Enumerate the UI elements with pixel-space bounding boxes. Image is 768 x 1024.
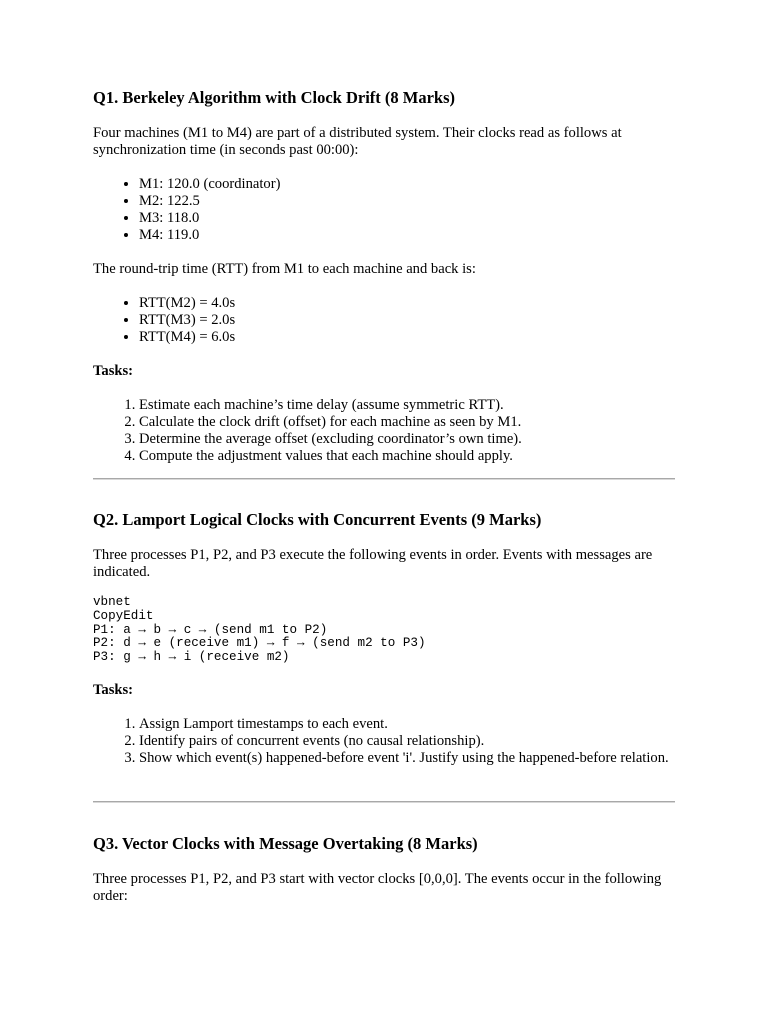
code-line: P1: a → b → c → (send m1 to P2) <box>93 622 328 637</box>
q2-code-block <box>93 596 675 665</box>
q1-rtt-intro: The round-trip time (RTT) from M1 to each machine and back is: <box>93 261 476 277</box>
q1-heading: Q1. Berkeley Algorithm with Clock Drift (8 Marks) <box>93 88 456 107</box>
q2-task-list <box>93 716 675 767</box>
list-item: 3. Show which event(s) happened-before event 'i'. Justify using the happened-before relation. <box>139 750 675 767</box>
list-item: • RTT(M3) = 2.0s <box>139 312 675 329</box>
list-item: • RTT(M4) = 6.0s <box>139 329 675 346</box>
code-line: P2: d → e (receive m1) → f → (send m2 to P3) <box>93 636 426 651</box>
list-item: 3. Determine the average offset (excluding coordinator’s own time). <box>139 431 675 448</box>
q2-intro: Three processes P1, P2, and P3 execute the following events in order. Events with messages are indicated. <box>93 547 653 580</box>
section-divider <box>93 478 675 480</box>
q2-section <box>93 510 675 767</box>
q1-clock-list <box>93 176 675 244</box>
section-divider <box>93 801 675 803</box>
q3-heading: Q3. Vector Clocks with Message Overtaking (8 Marks) <box>93 834 478 853</box>
code-line: P3: g → h → i (receive m2) <box>93 650 290 665</box>
q1-task-list <box>93 397 675 465</box>
q3-intro: Three processes P1, P2, and P3 start with vector clocks [0,0,0]. The events occur in the following order: <box>93 871 662 904</box>
list-item: 4. Compute the adjustment values that each machine should apply. <box>139 448 675 465</box>
list-item: • M1: 120.0 (coordinator) <box>139 176 675 193</box>
list-item: • RTT(M2) = 4.0s <box>139 295 675 312</box>
q1-rtt-list <box>93 295 675 346</box>
list-item: • M2: 122.5 <box>139 193 675 210</box>
list-item: 2. Identify pairs of concurrent events (no causal relationship). <box>139 733 675 750</box>
q2-tasks-label: Tasks: <box>93 681 134 698</box>
q1-section <box>93 88 675 465</box>
q1-intro: Four machines (M1 to M4) are part of a distributed system. Their clocks read as follows at synchronization time (in seconds past 00:00): <box>93 125 622 158</box>
list-item: 2. Calculate the clock drift (offset) for each machine as seen by M1. <box>139 414 675 431</box>
list-item: • M4: 119.0 <box>139 227 675 244</box>
list-item: • M3: 118.0 <box>139 210 675 227</box>
q3-section <box>93 834 675 905</box>
code-line: CopyEdit <box>93 608 154 623</box>
list-item: 1. Estimate each machine’s time delay (assume symmetric RTT). <box>139 397 675 414</box>
q1-tasks-label: Tasks: <box>93 363 134 379</box>
list-item: 1. Assign Lamport timestamps to each event. <box>139 716 675 733</box>
code-line: vbnet <box>93 595 131 609</box>
q2-heading: Q2. Lamport Logical Clocks with Concurrent Events (9 Marks) <box>93 510 542 529</box>
